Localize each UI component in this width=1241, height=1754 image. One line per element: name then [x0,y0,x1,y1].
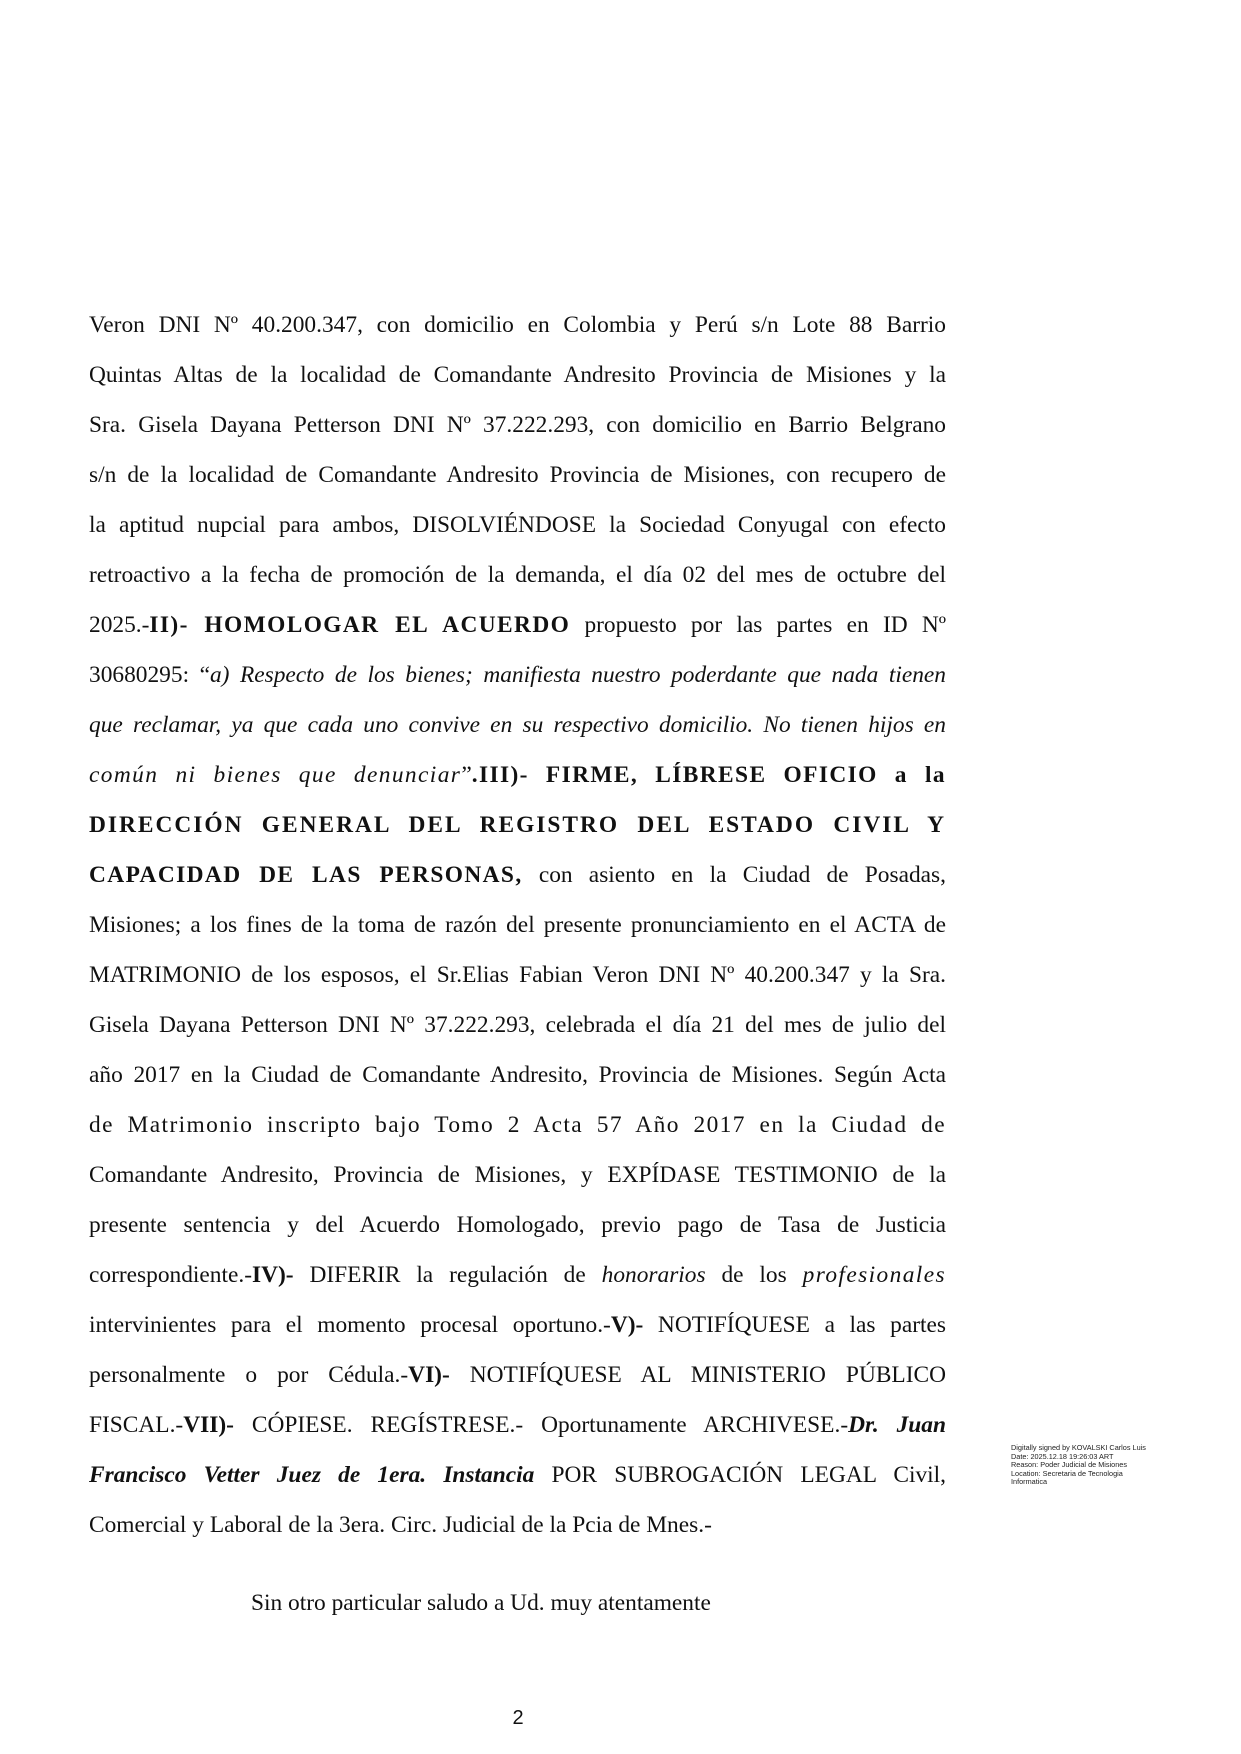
closing-salutation: Sin otro particular saludo a Ud. muy atentamente [251,1590,711,1616]
signature-line: Informatica [1011,1477,1048,1486]
signature-line: Reason: Poder Judicial de Misiones [1011,1460,1128,1469]
text-segment: correspondiente.- [89,1262,253,1288]
text-segment: NOTIFÍQUESE AL MINISTERIO PÚBLICO [449,1362,947,1388]
body-line [89,1350,946,1400]
text-segment: IV)- [252,1262,294,1288]
text-segment: con asiento en la Ciudad de Posadas, [522,862,946,888]
body-line [89,1200,946,1250]
text-segment: de Matrimonio inscripto bajo Tomo 2 Acta 57 Año 2017 en la Ciudad de [89,1112,946,1138]
text-segment: CAPACIDAD DE LAS PERSONAS, [89,862,523,888]
body-line [89,450,946,500]
text-segment: II)- HOMOLOGAR EL ACUERDO [149,612,571,638]
text-segment: personalmente o por Cédula.- [89,1362,409,1388]
text-segment: .III)- FIRME, LÍBRESE OFICIO a la [471,762,946,788]
text-segment: común ni bienes que denunciar [89,762,462,788]
text-segment: Misiones; a los fines de la toma de razón del presente pronunciamiento en el ACTA de [89,912,946,938]
text-segment: NOTIFÍQUESE a las partes [643,1312,946,1338]
text-segment: CÓPIESE. REGÍSTRESE.- Oportunamente ARCHIVESE.- [233,1412,849,1438]
text-segment: propuesto por las partes en ID Nº [570,612,946,638]
text-segment: s/n de la localidad de Comandante Andresito Provincia de Misiones, con recupero de [89,462,946,488]
text-segment: profesionales [802,1262,946,1288]
signature-line: Location: Secretaria de Tecnologia [1011,1468,1123,1478]
text-segment: Comercial y Laboral de la 3era. Circ. Judicial de la Pcia de Mnes.- [89,1512,712,1538]
text-segment: POR SUBROGACIÓN LEGAL Civil, [534,1462,946,1488]
body-line [89,850,946,900]
body-line [89,400,946,450]
text-segment: de los [705,1262,803,1288]
text-segment: DIFERIR la regulación de [293,1262,602,1288]
body-line [89,350,946,400]
text-segment: 30680295: “ [89,662,210,688]
text-segment: VII)- [183,1412,234,1438]
body-line [89,800,946,850]
text-segment: intervinientes para el momento procesal oportuno.- [89,1312,611,1338]
text-segment: Dr. Juan [848,1412,946,1438]
text-segment: Veron DNI Nº 40.200.347, con domicilio en Colombia y Perú s/n Lote 88 Barrio [89,312,946,338]
text-segment: año 2017 en la Ciudad de Comandante Andresito, Provincia de Misiones. Según Acta [89,1062,946,1088]
body-line [89,750,946,800]
body-line [89,1100,946,1150]
body-line [89,300,946,350]
text-segment: ” [461,762,472,788]
body-line [89,600,946,650]
text-segment: Quintas Altas de la localidad de Comandante Andresito Provincia de Misiones y la [89,362,946,388]
body-line [89,700,946,750]
body-line [89,650,946,700]
text-segment: Gisela Dayana Petterson DNI Nº 37.222.293, celebrada el día 21 del mes de julio del [89,1012,946,1038]
body-line [89,1300,946,1350]
body-line [89,1150,946,1200]
text-segment: honorarios [601,1262,706,1288]
text-segment: presente sentencia y del Acuerdo Homologado, previo pago de Tasa de Justicia [89,1212,946,1238]
signature-line: Date: 2025.12.18 19:26:03 ART [1011,1451,1114,1461]
body-line [89,1400,946,1450]
body-line [89,1050,946,1100]
text-segment: 2025.- [89,612,150,638]
text-segment: que reclamar, ya que cada uno convive en su respectivo domicilio. No tienen hijos en [89,712,946,738]
body-line [89,950,946,1000]
body-line [89,550,946,600]
text-segment: la aptitud nupcial para ambos, DISOLVIÉNDOSE la Sociedad Conyugal con efecto [89,512,946,538]
document-body [89,300,946,1550]
body-line [89,500,946,550]
text-segment: FISCAL.- [89,1412,184,1438]
text-segment: Sra. Gisela Dayana Petterson DNI Nº 37.222.293, con domicilio en Barrio Belgrano [89,412,946,438]
text-segment: V)- [610,1312,644,1338]
text-segment: retroactivo a la fecha de promoción de la demanda, el día 02 del mes de octubre del [89,562,946,588]
body-line [89,1250,946,1300]
signature-line: Digitally signed by KOVALSKI Carlos Luis [1011,1443,1146,1452]
body-line [89,1000,946,1050]
body-line [89,1500,946,1550]
text-segment: VI)- [408,1362,450,1388]
text-segment: Comandante Andresito, Provincia de Misiones, y EXPÍDASE TESTIMONIO de la [89,1162,946,1188]
text-segment: Francisco Vetter Juez de 1era. Instancia [89,1462,535,1488]
text-segment: a) Respecto de los bienes; manifiesta nuestro poderdante que nada tienen [209,662,946,688]
body-line [89,900,946,950]
text-segment: MATRIMONIO de los esposos, el Sr.Elias Fabian Veron DNI Nº 40.200.347 y la Sra. [89,962,946,988]
page-number: 2 [512,1707,524,1729]
digital-signature-stamp [1011,1444,1181,1487]
body-line [89,1450,946,1500]
text-segment: DIRECCIÓN GENERAL DEL REGISTRO DEL ESTADO CIVIL Y [89,812,946,838]
